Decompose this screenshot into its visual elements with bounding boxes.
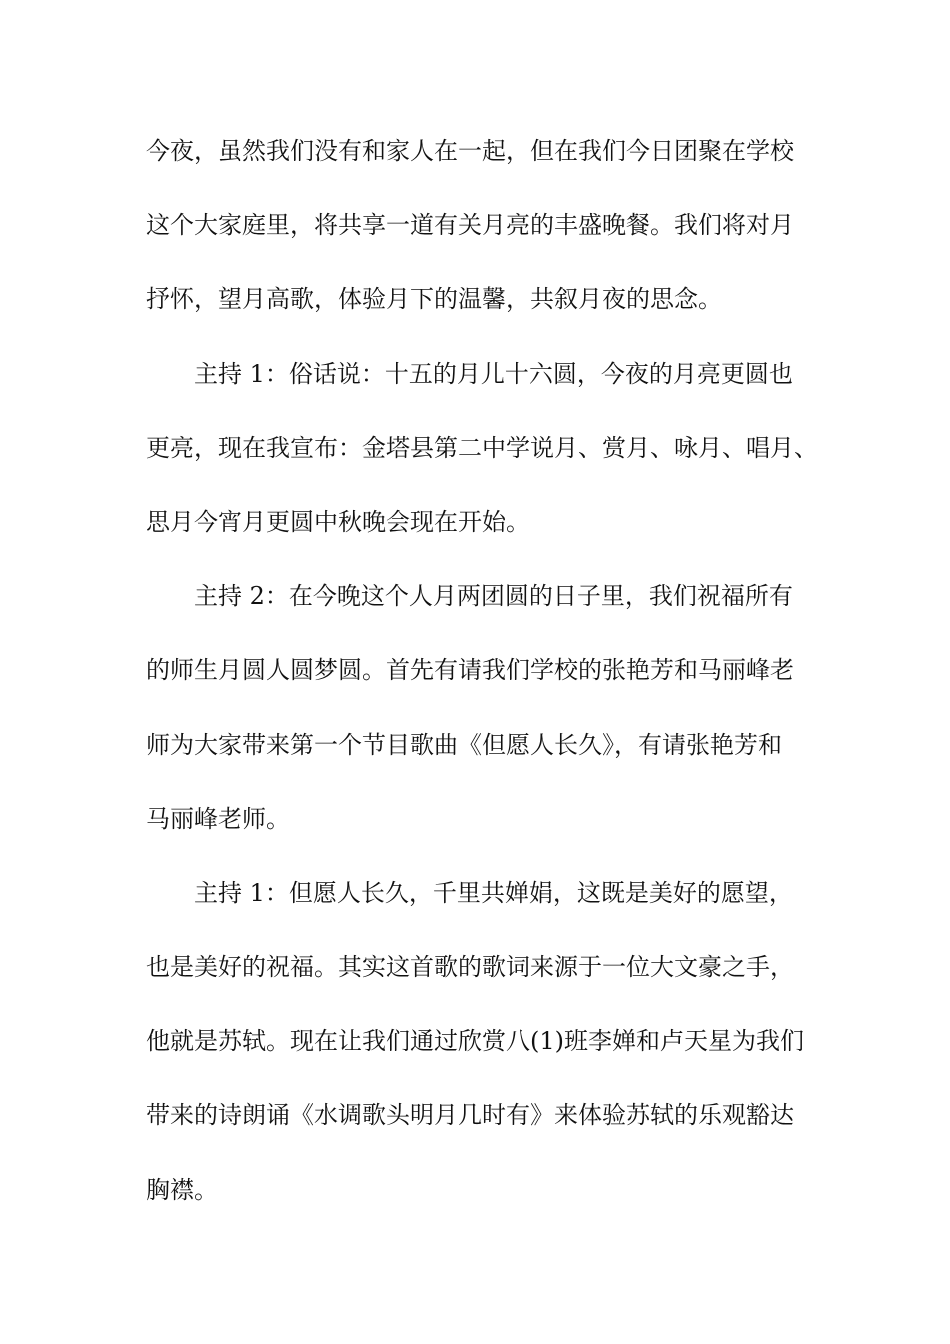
paragraph-start-line: 主持 1：俗话说：十五的月儿十六圆，今夜的月亮更圆也 (194, 359, 793, 388)
text-line: 今夜，虽然我们没有和家人在一起，但在我们今日团聚在学校 (146, 137, 794, 165)
text-line: 的师生月圆人圆梦圆。首先有请我们学校的张艳芳和马丽峰老 (146, 656, 794, 685)
text-line: 抒怀，望月高歌，体验月下的温馨，共叙月夜的思念。 (146, 285, 722, 314)
text-line: 他就是苏轼。现在让我们通过欣赏八(1)班李婵和卢天星为我们 (146, 1027, 804, 1056)
text-line: 思月今宵月更圆中秋晚会现在开始。 (146, 507, 530, 536)
paragraph-start-line: 主持 2：在今晚这个人月两团圆的日子里，我们祝福所有 (194, 582, 793, 611)
text-line: 马丽峰老师。 (146, 804, 290, 833)
text-line: 也是美好的祝福。其实这首歌的歌词来源于一位大文豪之手， (146, 953, 794, 982)
text-line: 胸襟。 (146, 1175, 218, 1204)
paragraph-start-line: 主持 1：但愿人长久，千里共婵娟，这既是美好的愿望， (194, 878, 793, 907)
document-body (146, 129, 826, 1242)
text-line: 带来的诗朗诵《水调歌头明月几时有》来体验苏轼的乐观豁达 (146, 1101, 794, 1130)
text-line: 师为大家带来第一个节目歌曲《但愿人长久》，有请张艳芳和 (146, 730, 782, 759)
text-line: 这个大家庭里，将共享一道有关月亮的丰盛晚餐。我们将对月 (146, 211, 794, 240)
text-line: 更亮，现在我宣布：金塔县第二中学说月、赏月、咏月、唱月、 (146, 433, 818, 462)
